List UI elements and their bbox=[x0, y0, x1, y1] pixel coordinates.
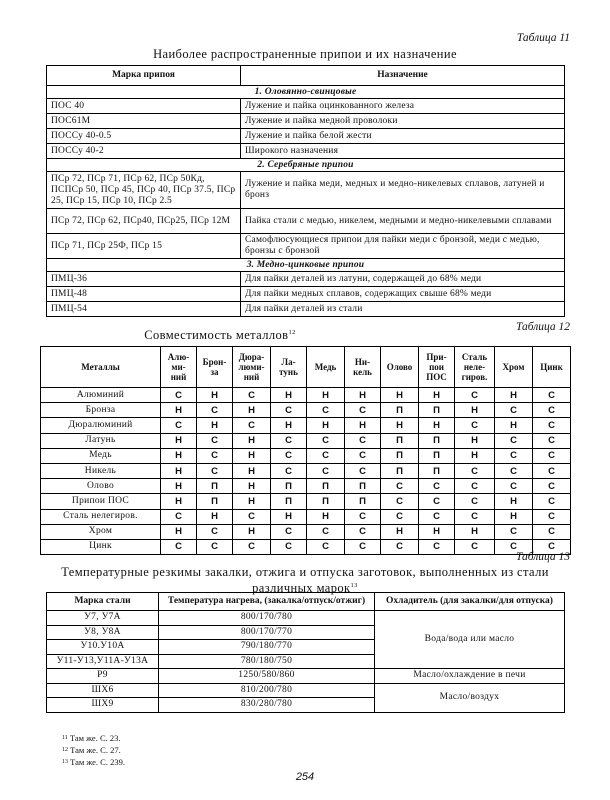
compatibility-cell: С bbox=[161, 509, 197, 524]
compatibility-cell: Н bbox=[455, 524, 495, 539]
compatibility-cell: Н bbox=[161, 433, 197, 448]
compatibility-cell: П bbox=[381, 448, 419, 463]
solder-grade: ПОССу 40-2 bbox=[47, 144, 241, 159]
table-row bbox=[47, 99, 565, 114]
compatibility-cell: Н bbox=[233, 463, 271, 478]
section-title: 3. Медно-цинковые припои bbox=[47, 259, 565, 272]
compatibility-cell: Н bbox=[197, 418, 233, 433]
table-row bbox=[41, 403, 571, 418]
compatibility-cell: Н bbox=[233, 494, 271, 509]
steel-grade: У8, У8А bbox=[47, 625, 159, 640]
compatibility-cell: Н bbox=[495, 494, 533, 509]
compatibility-cell: П bbox=[307, 494, 345, 509]
header-heating-temperature: Температура нагрева, (закалка/отпуск/отжиг) bbox=[159, 593, 375, 611]
compatibility-cell: С bbox=[271, 524, 307, 539]
table-row bbox=[47, 144, 565, 159]
compatibility-cell: Н bbox=[161, 403, 197, 418]
compatibility-cell: Н bbox=[455, 433, 495, 448]
section-row bbox=[47, 259, 565, 272]
compatibility-cell: С bbox=[271, 448, 307, 463]
compatibility-cell: С bbox=[533, 539, 571, 554]
table-row bbox=[41, 509, 571, 524]
metal-name: Медь bbox=[41, 448, 161, 463]
header-metal: Медь bbox=[307, 347, 345, 388]
compatibility-cell: С bbox=[271, 539, 307, 554]
compatibility-cell: С bbox=[455, 509, 495, 524]
steel-grade: Р9 bbox=[47, 669, 159, 684]
section-row bbox=[47, 86, 565, 99]
compatibility-cell: П bbox=[419, 403, 455, 418]
compatibility-cell: С bbox=[233, 509, 271, 524]
compatibility-cell: С bbox=[533, 403, 571, 418]
compatibility-cell: П bbox=[197, 479, 233, 494]
compatibility-cell: С bbox=[455, 418, 495, 433]
compatibility-cell: С bbox=[533, 463, 571, 478]
compatibility-cell: Н bbox=[233, 433, 271, 448]
solder-purpose: Пайка стали с медью, никелем, медными и медно-никелевыми сплавами bbox=[241, 209, 565, 234]
compatibility-cell: Н bbox=[455, 448, 495, 463]
table-row bbox=[47, 234, 565, 259]
table-row bbox=[47, 683, 565, 698]
compatibility-cell: С bbox=[345, 463, 381, 478]
table-row bbox=[47, 287, 565, 302]
steel-grade: ШХ6 bbox=[47, 683, 159, 698]
header-metal: Дюра- люми- ний bbox=[233, 347, 271, 388]
compatibility-cell: Н bbox=[233, 403, 271, 418]
compatibility-cell: Н bbox=[161, 463, 197, 478]
metal-name: Латунь bbox=[41, 433, 161, 448]
compatibility-cell: П bbox=[419, 463, 455, 478]
metal-name: Никель bbox=[41, 463, 161, 478]
compatibility-cell: П bbox=[381, 463, 419, 478]
solder-grade: ПОС 40 bbox=[47, 99, 241, 114]
solder-purpose: Лужение и пайка оцинкованного железа bbox=[241, 99, 565, 114]
header-metal: Ни- кель bbox=[345, 347, 381, 388]
solder-purpose: Широкого назначения bbox=[241, 144, 565, 159]
table-row bbox=[41, 539, 571, 554]
table-row bbox=[47, 302, 565, 317]
solder-purpose: Для пайки медных сплавов, содержащих свыше 68% меди bbox=[241, 287, 565, 302]
compatibility-cell: Н bbox=[495, 509, 533, 524]
compatibility-cell: С bbox=[381, 509, 419, 524]
compatibility-cell: С bbox=[419, 539, 455, 554]
table-row bbox=[41, 388, 571, 403]
table-row bbox=[41, 418, 571, 433]
compatibility-cell: Н bbox=[233, 448, 271, 463]
compatibility-cell: П bbox=[197, 494, 233, 509]
solder-purpose: Лужение и пайка меди, медных и медно-никелевых сплавов, латуней и бронз bbox=[241, 172, 565, 209]
compatibility-cell: С bbox=[455, 539, 495, 554]
temperature-values: 830/280/780 bbox=[159, 698, 375, 713]
section-row bbox=[47, 159, 565, 172]
compatibility-cell: С bbox=[495, 463, 533, 478]
solder-grade: ПОС61М bbox=[47, 114, 241, 129]
table-row bbox=[47, 611, 565, 626]
compatibility-cell: С bbox=[533, 418, 571, 433]
metal-compatibility-table bbox=[40, 346, 571, 555]
header-coolant: Охладитель (для закалки/для отпуска) bbox=[375, 593, 565, 611]
table-row bbox=[47, 114, 565, 129]
compatibility-cell: С bbox=[271, 463, 307, 478]
table-13-title-line2: различных марок bbox=[252, 581, 351, 596]
metal-name: Хром bbox=[41, 524, 161, 539]
steel-grade: У11-У13,У11А-У13А bbox=[47, 654, 159, 669]
compatibility-cell: Н bbox=[271, 418, 307, 433]
compatibility-cell: Н bbox=[161, 448, 197, 463]
solder-grade: ПСр 72, ПСр 71, ПСр 62, ПСр 50Кд, ПСПСр 50, ПСр 45, ПСр 40, ПСр 37.5, ПСр 25, ПСр 15, ПСр 10, ПСр 2.5 bbox=[47, 172, 241, 209]
compatibility-cell: П bbox=[345, 494, 381, 509]
compatibility-cell: С bbox=[533, 388, 571, 403]
compatibility-cell: С bbox=[533, 524, 571, 539]
compatibility-cell: С bbox=[495, 524, 533, 539]
compatibility-cell: С bbox=[495, 433, 533, 448]
compatibility-cell: П bbox=[271, 494, 307, 509]
compatibility-cell: С bbox=[533, 509, 571, 524]
table-row bbox=[41, 479, 571, 494]
compatibility-cell: Н bbox=[381, 418, 419, 433]
compatibility-cell: Н bbox=[161, 494, 197, 509]
table-row bbox=[41, 524, 571, 539]
header-metal: Сталь неле- гиров. bbox=[455, 347, 495, 388]
temperature-values: 1250/580/860 bbox=[159, 669, 375, 684]
compatibility-cell: С bbox=[345, 433, 381, 448]
metal-name: Дюралюминий bbox=[41, 418, 161, 433]
compatibility-cell: П bbox=[419, 433, 455, 448]
compatibility-cell: С bbox=[307, 539, 345, 554]
solders-table bbox=[46, 65, 565, 317]
header-row bbox=[41, 347, 571, 388]
compatibility-cell: С bbox=[381, 494, 419, 509]
compatibility-cell: Н bbox=[307, 418, 345, 433]
table-row bbox=[41, 494, 571, 509]
compatibility-cell: П bbox=[271, 479, 307, 494]
metal-name: Бронза bbox=[41, 403, 161, 418]
compatibility-cell: С bbox=[533, 448, 571, 463]
table-row bbox=[47, 129, 565, 144]
compatibility-cell: П bbox=[307, 479, 345, 494]
header-metal: Алю- ми- ний bbox=[161, 347, 197, 388]
compatibility-cell: С bbox=[197, 539, 233, 554]
compatibility-cell: С bbox=[197, 524, 233, 539]
compatibility-cell: Н bbox=[197, 388, 233, 403]
temperature-values: 780/180/750 bbox=[159, 654, 375, 669]
compatibility-cell: С bbox=[233, 388, 271, 403]
header-metal: Брон- за bbox=[197, 347, 233, 388]
coolant: Вода/вода или масло bbox=[375, 611, 565, 669]
compatibility-cell: С bbox=[197, 403, 233, 418]
header-metals: Металлы bbox=[41, 347, 161, 388]
compatibility-cell: С bbox=[197, 433, 233, 448]
table-13-title-line1: Температурные резкимы закалки, отжига и отпуска заготовок, выполненных из стали bbox=[61, 565, 549, 579]
compatibility-cell: П bbox=[345, 479, 381, 494]
compatibility-cell: С bbox=[307, 463, 345, 478]
compatibility-cell: С bbox=[455, 463, 495, 478]
steel-grade: ШХ9 bbox=[47, 698, 159, 713]
table-row bbox=[47, 209, 565, 234]
header-metal: Цинк bbox=[533, 347, 571, 388]
compatibility-cell: С bbox=[419, 479, 455, 494]
compatibility-cell: С bbox=[533, 494, 571, 509]
compatibility-cell: С bbox=[345, 539, 381, 554]
compatibility-cell: С bbox=[533, 433, 571, 448]
solder-grade: ПМЦ-48 bbox=[47, 287, 241, 302]
compatibility-cell: С bbox=[307, 433, 345, 448]
compatibility-cell: Н bbox=[345, 388, 381, 403]
table-11-number: Таблица 11 bbox=[516, 32, 570, 44]
temperature-values: 800/170/780 bbox=[159, 611, 375, 626]
header-solder-grade: Марка припоя bbox=[47, 66, 241, 86]
header-metal: При- пои ПОС bbox=[419, 347, 455, 388]
header-metal: Хром bbox=[495, 347, 533, 388]
compatibility-cell: Н bbox=[271, 509, 307, 524]
compatibility-cell: С bbox=[495, 479, 533, 494]
compatibility-cell: С bbox=[495, 448, 533, 463]
compatibility-cell: Н bbox=[495, 388, 533, 403]
compatibility-cell: С bbox=[197, 463, 233, 478]
compatibility-cell: С bbox=[495, 539, 533, 554]
table-12-footnote-ref: 12 bbox=[288, 328, 296, 336]
table-13-title bbox=[46, 565, 564, 595]
compatibility-cell: П bbox=[381, 403, 419, 418]
compatibility-cell: Н bbox=[161, 479, 197, 494]
coolant: Масло/воздух bbox=[375, 683, 565, 712]
compatibility-cell: С bbox=[495, 403, 533, 418]
metal-name: Припои ПОС bbox=[41, 494, 161, 509]
compatibility-cell: Н bbox=[233, 524, 271, 539]
table-row bbox=[47, 669, 565, 684]
temperature-values: 800/170/770 bbox=[159, 625, 375, 640]
compatibility-cell: Н bbox=[381, 524, 419, 539]
compatibility-cell: С bbox=[345, 448, 381, 463]
steel-grade: У10.У10А bbox=[47, 640, 159, 655]
compatibility-cell: Н bbox=[419, 418, 455, 433]
compatibility-cell: Н bbox=[455, 403, 495, 418]
table-row bbox=[47, 172, 565, 209]
compatibility-cell: С bbox=[345, 524, 381, 539]
solder-grade: ПСр 72, ПСр 62, ПСр40, ПСр25, ПСр 12М bbox=[47, 209, 241, 234]
compatibility-cell: С bbox=[307, 448, 345, 463]
coolant: Масло/охлаждение в печи bbox=[375, 669, 565, 684]
table-13-footnote-ref: 13 bbox=[350, 582, 358, 589]
header-steel-grade: Марка стали bbox=[47, 593, 159, 611]
compatibility-cell: С bbox=[161, 539, 197, 554]
compatibility-cell: С bbox=[233, 539, 271, 554]
compatibility-cell: С bbox=[345, 509, 381, 524]
compatibility-cell: Н bbox=[307, 509, 345, 524]
footnote: $^{13}$ Там же. С. 239. bbox=[62, 757, 125, 767]
solder-purpose: Для пайки деталей из стали bbox=[241, 302, 565, 317]
compatibility-cell: Н bbox=[271, 388, 307, 403]
compatibility-cell: Н bbox=[495, 418, 533, 433]
compatibility-cell: П bbox=[381, 433, 419, 448]
metal-name: Олово bbox=[41, 479, 161, 494]
solder-purpose: Для пайки деталей из латуни, содержащей до 68% меди bbox=[241, 272, 565, 287]
compatibility-cell: С bbox=[197, 448, 233, 463]
compatibility-cell: Н bbox=[307, 388, 345, 403]
page-number: 254 bbox=[295, 771, 315, 783]
table-11-title: Наиболее распространенные припои и их назначение bbox=[153, 47, 457, 61]
table-12-number: Таблица 12 bbox=[515, 321, 570, 333]
metal-name: Цинк bbox=[41, 539, 161, 554]
compatibility-cell: Н bbox=[233, 479, 271, 494]
header-purpose: Назначение bbox=[241, 66, 565, 86]
solder-grade: ПМЦ-36 bbox=[47, 272, 241, 287]
compatibility-cell: С bbox=[233, 418, 271, 433]
steel-grade: У7, У7А bbox=[47, 611, 159, 626]
compatibility-cell: Н bbox=[161, 524, 197, 539]
solder-purpose: Лужение и пайка медной проволоки bbox=[241, 114, 565, 129]
table-row bbox=[41, 463, 571, 478]
compatibility-cell: С bbox=[533, 479, 571, 494]
solder-purpose: Лужение и пайка белой жести bbox=[241, 129, 565, 144]
section-title: 1. Оловянно-свинцовые bbox=[47, 86, 565, 99]
compatibility-cell: С bbox=[455, 388, 495, 403]
header-metal: Олово bbox=[381, 347, 419, 388]
compatibility-cell: С bbox=[271, 403, 307, 418]
solder-grade: ПОССу 40-0.5 bbox=[47, 129, 241, 144]
compatibility-cell: С bbox=[455, 494, 495, 509]
compatibility-cell: Н bbox=[197, 509, 233, 524]
compatibility-cell: С bbox=[419, 509, 455, 524]
temperature-values: 790/180/770 bbox=[159, 640, 375, 655]
compatibility-cell: Н bbox=[419, 524, 455, 539]
solder-grade: ПМЦ-54 bbox=[47, 302, 241, 317]
solder-grade: ПСр 71, ПСр 25Ф, ПСр 15 bbox=[47, 234, 241, 259]
table-row bbox=[41, 433, 571, 448]
table-row bbox=[47, 272, 565, 287]
temperature-values: 810/200/780 bbox=[159, 683, 375, 698]
footnote: $^{12}$ Там же. С. 27. bbox=[62, 745, 121, 755]
footnote: $^{11}$ Там же. С. 23. bbox=[62, 733, 121, 743]
compatibility-cell: Н bbox=[419, 388, 455, 403]
steel-temperature-table bbox=[46, 592, 565, 713]
compatibility-cell: С bbox=[381, 539, 419, 554]
compatibility-cell: С bbox=[271, 433, 307, 448]
compatibility-cell: С bbox=[381, 479, 419, 494]
compatibility-cell: С bbox=[419, 494, 455, 509]
metal-name: Алюминий bbox=[41, 388, 161, 403]
compatibility-cell: С bbox=[161, 418, 197, 433]
table-13-number: Таблица 13 bbox=[515, 551, 570, 563]
section-title: 2. Серебряные припои bbox=[47, 159, 565, 172]
compatibility-cell: П bbox=[419, 448, 455, 463]
compatibility-cell: С bbox=[307, 403, 345, 418]
header-metal: Ла- тунь bbox=[271, 347, 307, 388]
compatibility-cell: С bbox=[307, 524, 345, 539]
table-12-title-text: Совместимость металлов bbox=[144, 328, 289, 342]
compatibility-cell: Н bbox=[345, 418, 381, 433]
table-12-title bbox=[0, 328, 440, 343]
solder-purpose: Самофлюсующиеся припои для пайки меди с бронзой, меди с медью, бронзы с бронзой bbox=[241, 234, 565, 259]
compatibility-cell: Н bbox=[381, 388, 419, 403]
compatibility-cell: С bbox=[455, 479, 495, 494]
compatibility-cell: С bbox=[161, 388, 197, 403]
table-row bbox=[41, 448, 571, 463]
metal-name: Сталь нелегиров. bbox=[41, 509, 161, 524]
compatibility-cell: С bbox=[345, 403, 381, 418]
